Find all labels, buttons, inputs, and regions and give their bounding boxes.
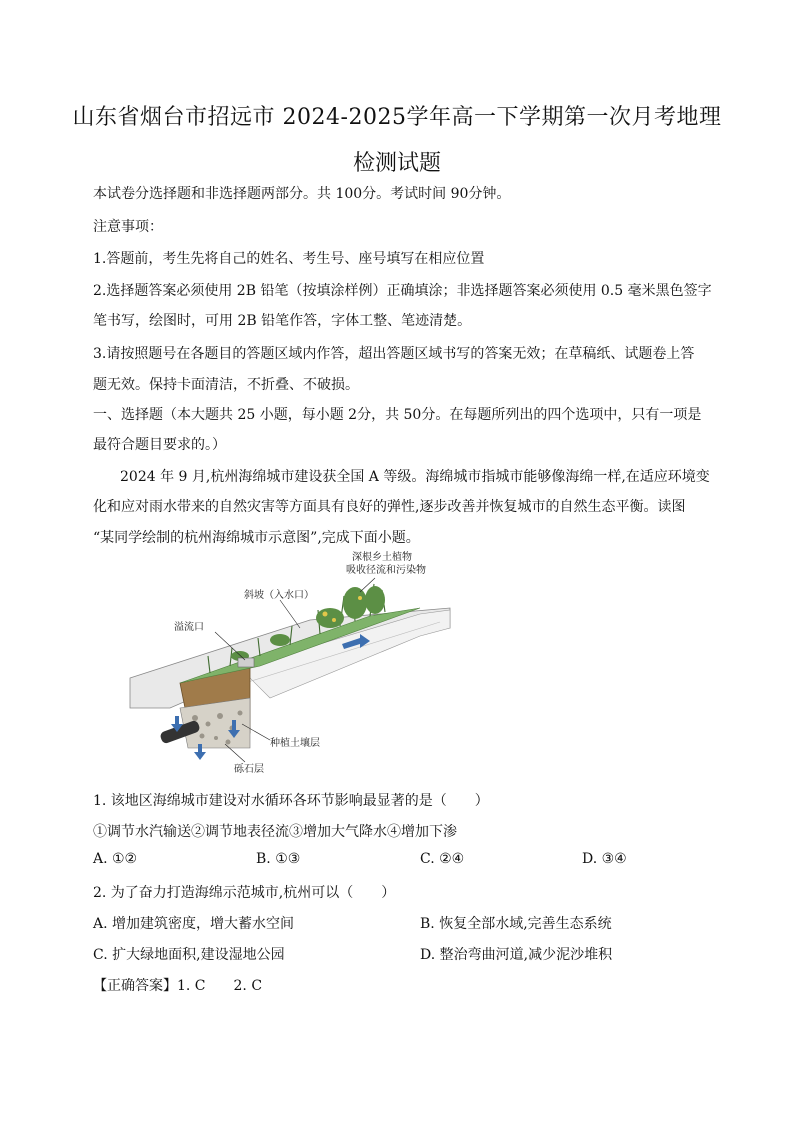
label-planting-soil: 种植土壤层 bbox=[270, 738, 320, 749]
exam-title-line1: 山东省烟台市招远市 2024-2025学年高一下学期第一次月考地理 bbox=[72, 105, 722, 130]
question-1-stem: 1. 该地区海绵城市建设对水循环各环节影响最显著的是（ ） bbox=[93, 793, 489, 809]
section-heading-line1: 一、选择题（本大题共 25 小题，每小题 2分，共 50分。在每题所列出的四个选项中，只有一项是 bbox=[93, 407, 702, 423]
note-item-2-line1: 2.选择题答案必须使用 2B 铅笔（按填涂样例）正确填涂；非选择题答案必须使用 0.5 毫米黑色签字 bbox=[93, 283, 712, 299]
note-item-1: 1.答题前，考生先将自己的姓名、考生号、座号填写在相应位置 bbox=[93, 251, 485, 267]
note-item-3-line2: 题无效。保持卡面清洁，不折叠、不破损。 bbox=[93, 377, 359, 393]
label-absorb-runoff: 吸收径流和污染物 bbox=[346, 565, 426, 576]
exam-title-line2: 检测试题 bbox=[352, 151, 441, 176]
section-heading-line2: 最符合题目要求的。） bbox=[93, 437, 226, 453]
question-1-option-d[interactable]: D. ③④ bbox=[582, 851, 627, 867]
label-deep-root-plants: 深根乡土植物 bbox=[352, 552, 412, 563]
question-2-option-a[interactable]: A. 增加建筑密度，增大蓄水空间 bbox=[93, 916, 295, 932]
question-1-items: ①调节水汽输送②调节地表径流③增加大气降水④增加下渗 bbox=[93, 824, 457, 840]
note-item-3-line1: 3.请按照题号在各题目的答题区域内作答，超出答题区域书写的答案无效；在草稿纸、试题卷上答 bbox=[93, 346, 695, 362]
passage-line3: “某同学绘制的杭州海绵城市示意图”,完成下面小题。 bbox=[93, 530, 420, 546]
question-2-option-d[interactable]: D. 整治弯曲河道,减少泥沙堆积 bbox=[420, 947, 613, 963]
sponge-city-diagram bbox=[120, 548, 460, 778]
answer-line bbox=[93, 975, 262, 995]
notes-heading: 注意事项： bbox=[93, 219, 163, 235]
overflow-outlet-box bbox=[238, 658, 254, 667]
question-2-option-b[interactable]: B. 恢复全部水域,完善生态系统 bbox=[420, 916, 612, 932]
intro-text: 本试卷分选择题和非选择题两部分。共 100分。考试时间 90分钟。 bbox=[93, 186, 511, 202]
label-gravel-layer: 砾石层 bbox=[234, 764, 264, 775]
label-slope-inlet: 斜坡（入水口） bbox=[244, 590, 314, 601]
question-1-option-b[interactable]: B. ①③ bbox=[256, 851, 301, 867]
answer-label: 【正确答案】 bbox=[93, 978, 177, 994]
answer-value: 1. C 2. C bbox=[177, 978, 263, 994]
question-2-option-c[interactable]: C. 扩大绿地面积,建设湿地公园 bbox=[93, 947, 285, 963]
question-2-stem: 2. 为了奋力打造海绵示范城市,杭州可以（ ） bbox=[93, 885, 396, 901]
passage-line1: 2024 年 9 月,杭州海绵城市建设获全国 A 等级。海绵城市指城市能够像海绵一样,在适应环境变 bbox=[120, 469, 710, 485]
label-overflow-outlet: 溢流口 bbox=[174, 622, 204, 633]
passage-line2: 化和应对雨水带来的自然灾害等方面具有良好的弹性,逐步改善并恢复城市的自然生态平衡。读图 bbox=[93, 499, 686, 515]
note-item-2-line2: 笔书写，绘图时，可用 2B 铅笔作答，字体工整、笔迹清楚。 bbox=[93, 313, 472, 329]
question-1-option-c[interactable]: C. ②④ bbox=[420, 851, 465, 867]
question-1-option-a[interactable]: A. ①② bbox=[93, 851, 138, 867]
